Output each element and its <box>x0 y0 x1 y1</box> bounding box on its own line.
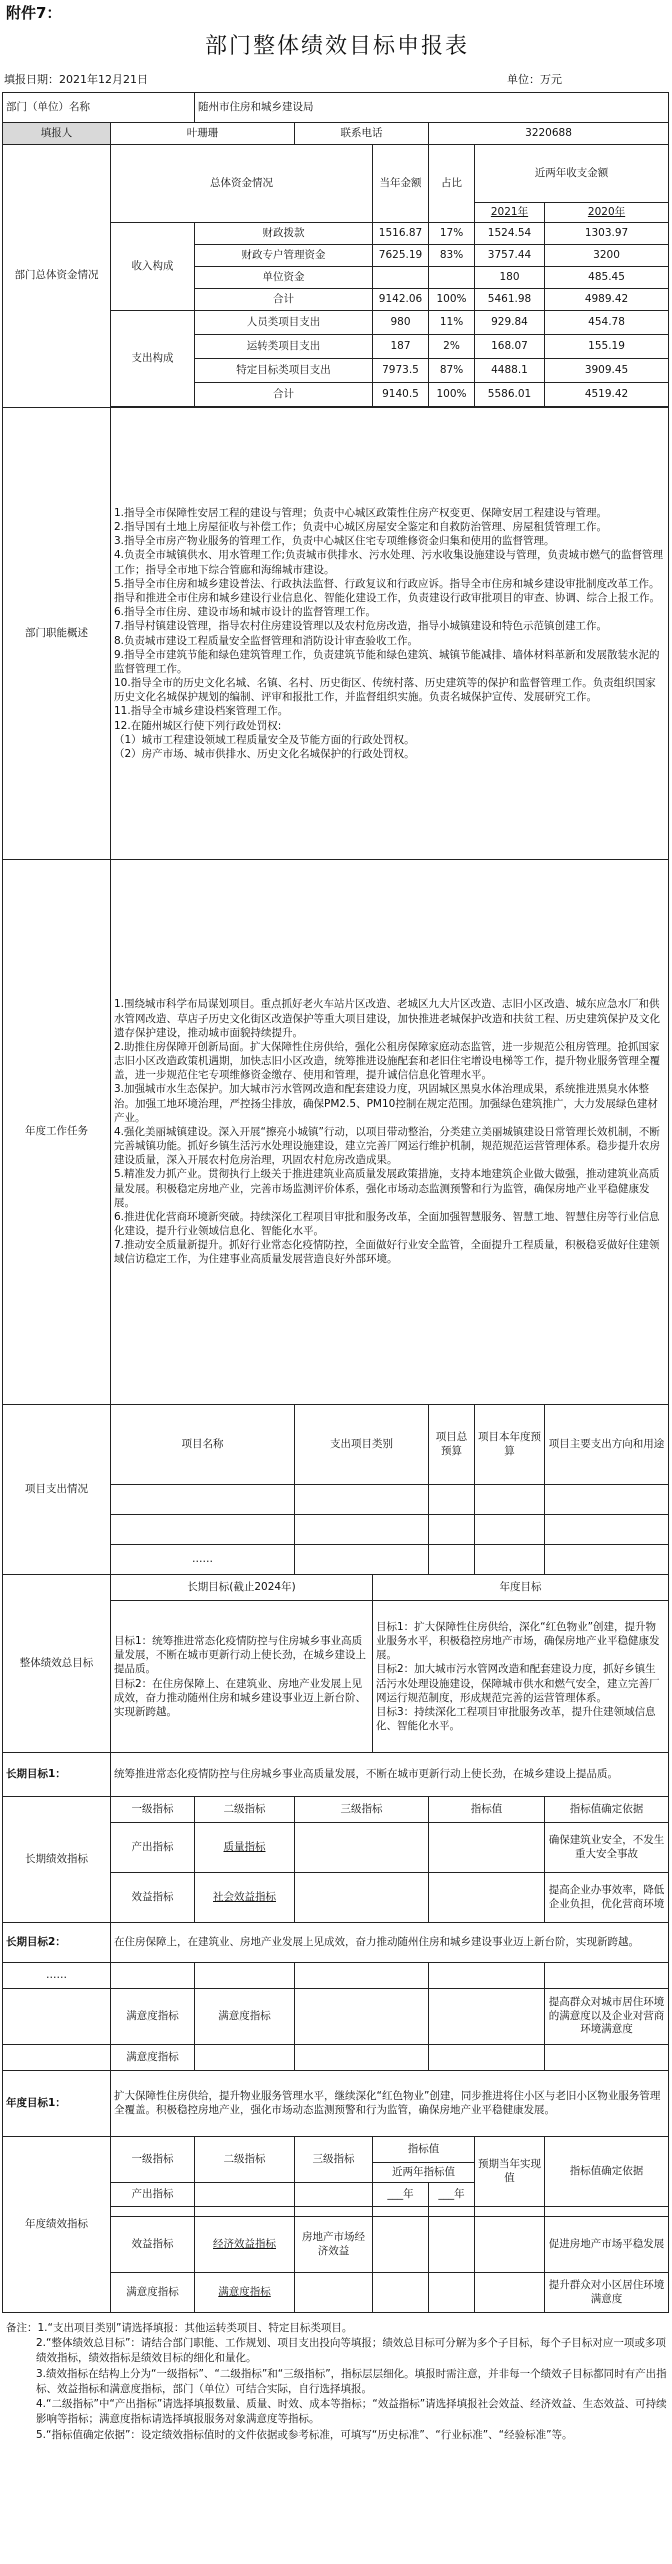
expense-2020: 3909.45 <box>545 359 669 383</box>
income-2021: 180 <box>475 267 545 289</box>
long-h-basis: 指标值确定依据 <box>545 1797 669 1823</box>
duty-item: （2）房产市场、城市供排水、历史文化名城保护的行政处罚权。 <box>114 747 415 760</box>
annual-h-y1: ___年 <box>373 2183 429 2207</box>
expense-current: 9140.5 <box>373 383 429 407</box>
duty-item: 2.指导国有土地上房屋征收与补偿工作；负责中心城区房屋安全鉴定和自救防治管理、房屋租赁管理工作。 <box>114 521 608 534</box>
expense-2020: 155.19 <box>545 335 669 359</box>
expense-ratio: 2% <box>429 335 475 359</box>
expense-2021: 168.07 <box>475 335 545 359</box>
main-form-table <box>2 92 669 2313</box>
project-name-header: 项目名称 <box>111 1405 295 1485</box>
annual-h-forecast: 预期当年实现值 <box>475 2137 545 2207</box>
goals-long-header: 长期目标(截止2024年) <box>111 1575 373 1601</box>
expense-current: 7973.5 <box>373 359 429 383</box>
income-current: 9142.06 <box>373 289 429 311</box>
funds-2020-header: 2020年 <box>545 203 669 223</box>
annual-h-l2: 二级指标 <box>195 2137 295 2183</box>
annual-row-l3: 房地产市场经济效益 <box>295 2217 373 2273</box>
duties-label: 部门职能概述 <box>3 408 111 860</box>
annual-row-basis: 提升群众对小区居住环境满意度 <box>545 2273 669 2313</box>
sat-row-l1: 满意度指标 <box>111 2045 195 2071</box>
income-label: 收入构成 <box>111 223 195 311</box>
income-2020: 485.45 <box>545 267 669 289</box>
expense-2021: 929.84 <box>475 311 545 335</box>
annual-h-y2: ___年 <box>429 2183 475 2207</box>
long-row-l1: 效益指标 <box>111 1873 195 1923</box>
project-category-header: 支出项目类别 <box>295 1405 429 1485</box>
annual-goal1-title: 年度目标1： <box>3 2071 111 2137</box>
sat-ellipsis: …… <box>3 1963 111 1989</box>
task-item: 3.加强城市水生态保护。加大城市污水管网改造和配套建设力度，巩固城区黑臭水体治理成果，系统推进黑臭水体整治。加强工地环境治理，严控扬尘排放，确保PM2.5、PM10控制在规定范围。加强绿色建筑推广，大力发展绿色建材产业。 <box>114 1083 658 1124</box>
project-total-header: 项目总预算 <box>429 1405 475 1485</box>
expense-label: 支出构成 <box>111 311 195 407</box>
project-annual-header: 项目本年度预算 <box>475 1405 545 1485</box>
meta-row <box>2 68 672 92</box>
sat-row-basis: 提高群众对城市居住环境的满意度以及企业对营商环境满意度 <box>545 1989 669 2045</box>
long-h-v: 指标值 <box>429 1797 545 1823</box>
dept-name-label: 部门（单位）名称 <box>3 93 195 123</box>
income-name: 财政拨款 <box>195 223 373 245</box>
funds-current-header: 当年金额 <box>373 145 429 223</box>
note-item: 2.“整体绩效总目标”：请结合部门职能、工作规划、项目支出投向等填报；绩效总目标可分解为多个子目标，每个子目标对应一项或多项绩效指标，绩效指标是绩效目标的细化和量化。 <box>36 2337 666 2365</box>
long-goal2-text: 在住房保障上，在建筑业、房地产业发展上见成效，奋力推动随州住房和城乡建设事业迈上新台阶，实现新跨越。 <box>111 1923 669 1963</box>
income-name: 单位资金 <box>195 267 373 289</box>
note-item: 4.“二级指标”中“产出指标”请选择填报数量、质量、时效、成本等指标；“效益指标”请选择填报社会效益、经济效益、生态效益、可持续影响等指标；满意度指标请选择填报服务对象满意度等指标。 <box>36 2398 667 2426</box>
long-h-l3: 三级指标 <box>295 1797 429 1823</box>
duties-text <box>111 408 669 860</box>
income-ratio: 83% <box>429 245 475 267</box>
income-2021: 5461.98 <box>475 289 545 311</box>
expense-ratio: 100% <box>429 383 475 407</box>
duty-item: （1）城市工程建设领域工程质量安全及节能方面的行政处罚权。 <box>114 733 415 746</box>
income-current: 7625.19 <box>373 245 429 267</box>
expense-name: 运转类项目支出 <box>195 335 373 359</box>
income-2020: 3200 <box>545 245 669 267</box>
long-indicators-label: 长期绩效指标 <box>3 1797 111 1923</box>
long-row-l2: 质量指标 <box>195 1823 295 1873</box>
annual-goal1-text: 扩大保障性住房供给，提升物业服务管理水平，继续深化“红色物业”创建，同步推进将住小区与老旧小区物业服务管理全覆盖。积极稳控房地产业，强化市场动态监测预警和行为监管，确保房地产业平稳健康发展。 <box>111 2071 669 2137</box>
goals-annual-text: 目标1：扩大保障性住房供给，深化“红色物业”创建，提升物业服务水平，积极稳控房地产市场，确保房地产业平稳健康发展。 目标2：加大城市污水管网改造和配套建设力度，抓好乡镇生活污水处理设施建设，保障城市供水和燃气安全，建立完善厂网运行规范制度，形成规范完善的运营管理体系。 目标3：持续深化工程项目审批服务改革，提升住建领域信息化、智能化水平。 <box>373 1601 669 1753</box>
expense-current: 187 <box>373 335 429 359</box>
task-item: 6.推进优化营商环境新突破。持续深化工程项目审批和服务改革，全面加强智慧服务、智慧工地、智慧住房等行业信息化建设，提升行业领域信息化、智能化水平。 <box>114 1210 660 1238</box>
duty-item: 3.指导全市房产物业服务的管理工作，负责中心城区住宅专项维修资金归集和使用的监督管理。 <box>114 535 555 548</box>
long-row-l1: 产出指标 <box>111 1823 195 1873</box>
income-2020: 4989.42 <box>545 289 669 311</box>
tasks-label: 年度工作任务 <box>3 860 111 1405</box>
long-row-l2: 社会效益指标 <box>195 1873 295 1923</box>
duty-item: 12.在随州城区行使下列行政处罚权: <box>114 719 282 732</box>
long-row-basis: 提高企业办事效率，降低企业负担，优化营商环境 <box>545 1873 669 1923</box>
annual-indicators-label: 年度绩效指标 <box>3 2137 111 2313</box>
page-title: 部门整体绩效目标申报表 <box>204 34 469 59</box>
duty-item: 8.负责城市建设工程质量安全监督管理和消防设计审查验收工作。 <box>114 634 419 647</box>
annual-row-basis: 促进房地产市场平稳发展 <box>545 2217 669 2273</box>
expense-name: 合计 <box>195 383 373 407</box>
note-item: 备注：1.“支出项目类别”请选择填报：其他运转类项目、特定目标类项目。 <box>6 2322 353 2334</box>
income-ratio: 17% <box>429 223 475 245</box>
expense-2020: 4519.42 <box>545 383 669 407</box>
expense-ratio: 11% <box>429 311 475 335</box>
income-2021: 3757.44 <box>475 245 545 267</box>
income-current <box>373 267 429 289</box>
funds-recent-header: 近两年收支金额 <box>475 145 669 203</box>
annual-h-l1: 一级指标 <box>111 2137 195 2183</box>
duty-item: 6.指导全市住房、建设市场和城市设计的监督管理工作。 <box>114 606 377 619</box>
attachment-label: 附件7： <box>6 4 62 22</box>
expense-current: 980 <box>373 311 429 335</box>
task-item: 2.助推住房保障开创新局面。扩大保障性住房供给，强化公租房保障家庭动态监管，进一步规范公租房管理。抢抓国家志旧小区改造政策机遇期，加快志旧小区改造，统筹推进设施配套和老旧住宅增设电梯等工作，提升物业服务管理全覆盖，进一步规范住宅专项维修资金缴存、使用和管理，提升诚信信息化管理水平。 <box>114 1040 660 1082</box>
expense-ratio: 87% <box>429 359 475 383</box>
income-ratio <box>429 267 475 289</box>
expense-2021: 5586.01 <box>475 383 545 407</box>
income-name: 合计 <box>195 289 373 311</box>
annual-row-l1: 满意度指标 <box>111 2273 195 2313</box>
goals-label: 整体绩效总目标 <box>3 1575 111 1753</box>
income-name: 财政专户管理资金 <box>195 245 373 267</box>
long-goal2-title: 长期目标2： <box>3 1923 111 1963</box>
long-h-l1: 一级指标 <box>111 1797 195 1823</box>
funds-2021-header: 2021年 <box>475 203 545 223</box>
funds-ratio-header: 占比 <box>429 145 475 223</box>
duty-item: 11.指导全市城乡建设档案管理工作。 <box>114 705 289 718</box>
annual-row-l2: 满意度指标 <box>195 2273 295 2313</box>
expense-name: 特定目标类项目支出 <box>195 359 373 383</box>
income-current: 1516.87 <box>373 223 429 245</box>
phone-label: 联系电话 <box>295 123 429 145</box>
filler-label: 填报人 <box>3 123 111 145</box>
income-2021: 1524.54 <box>475 223 545 245</box>
annual-h-recent: 近两年指标值 <box>373 2163 475 2183</box>
projects-label: 项目支出情况 <box>3 1405 111 1575</box>
task-item: 5.精准发力抓产业。贯彻执行上级关于推进建筑业高质量发展政策措施，支持本地建筑企业做大做强，推动建筑业高质量发展。积极稳定房地产业，完善市场监测评价体系，强化市场动态监测预警和行为监管，确保房地产业平稳健康发展。 <box>114 1168 660 1209</box>
annual-h-v: 指标值 <box>373 2137 475 2163</box>
filler-value: 叶珊珊 <box>111 123 295 145</box>
unit-label: 单位：万元 <box>507 73 562 86</box>
annual-row-l1: 产出指标 <box>111 2183 195 2207</box>
expense-2021: 4488.1 <box>475 359 545 383</box>
long-row-basis: 确保建筑业安全，不发生重大安全事故 <box>545 1823 669 1873</box>
note-item: 3.绩效指标在结构上分为“一级指标”、“二级指标”和“三级指标”，指标层层细化。填报时需注意，并非每一个绩效子目标都同时有产出指标、效益指标和满意度指标，部门（单位）可结合实际，自行选择填报。 <box>36 2367 667 2395</box>
duty-item: 10.指导全市的历史文化名城、名镇、名村、历史街区、传统村落、历史建筑等的保护和监督管理工作。负责组织国家历史文化名城保护规划的编制、评审和报批工作，并监督组织实施。负责名城保护宣传、发展研究工作。 <box>114 677 656 704</box>
annual-row-l1: 效益指标 <box>111 2217 195 2273</box>
duty-item: 9.指导全市建筑节能和绿色建筑管理工作，负责建筑节能和绿色建筑、城镇节能减排、墙体材料革新和发展散装水泥的监督管理工作。 <box>114 648 660 675</box>
duty-item: 1.指导全市保障性安居工程的建设与管理；负责中心城区政策性住房产权变更、保障安居工程建设与管理。 <box>114 506 608 519</box>
goals-long-text: 目标1：统筹推进常态化疫情防控与住房城乡事业高质量发展，不断在城市更新行动上使长劲，在城乡建设上提品质。 目标2：在住房保障上、在建筑业、房地产业发展上见成效，奋力推动随州住房和城乡建设事业迈上新台阶、实现新跨越。 <box>111 1601 373 1753</box>
tasks-text <box>111 860 669 1405</box>
duty-item: 7.指导村镇建设管理，指导农村住房建设管理以及农村危房改造，指导小城镇建设和特色示范镇创建工作。 <box>114 620 608 633</box>
annual-h-l3: 三级指标 <box>295 2137 373 2183</box>
duty-item: 5.指导全市住房和城乡建设普法、行政执法监督、行政复议和行政应诉。指导全市住房和城乡建设审批制度改革工作。指导和推进全市住房和城乡建设行业信息化、智能化建设工作，负责建设行政审批项目的审查、协调、综合上报工作。 <box>114 577 660 604</box>
notes <box>2 2313 672 2443</box>
income-ratio: 100% <box>429 289 475 311</box>
long-goal1-title: 长期目标1： <box>3 1753 111 1797</box>
expense-2020: 454.78 <box>545 311 669 335</box>
annual-h-basis: 指标值确定依据 <box>545 2137 669 2207</box>
sat-row-l2: 满意度指标 <box>195 1989 295 2045</box>
annual-row-l2: 经济效益指标 <box>195 2217 295 2273</box>
funds-section-label: 部门总体资金情况 <box>3 145 111 408</box>
long-goal1-text: 统筹推进常态化疫情防控与住房城乡事业高质量发展，不断在城市更新行动上使长劲，在城乡建设上提品质。 <box>111 1753 669 1797</box>
funds-overall-header: 总体资金情况 <box>111 145 373 223</box>
goals-annual-header: 年度目标 <box>373 1575 669 1601</box>
project-direction-header: 项目主要支出方向和用途 <box>545 1405 669 1485</box>
task-item: 4.强化美丽城镇建设。深入开展“擦亮小城镇”行动，以项目带动整治，分类建立美丽城镇建设日常管理长效机制，不断完善城镇功能。抓好乡镇生活污水处理设施建设，建立完善厂网运行维护机制，规范规范运营管理体系。稳步提升农房建设质量，深入开展农村危房治理，巩固农村危房改造成果。 <box>114 1125 660 1167</box>
task-item: 1.围绕城市科学布局谋划项目。重点抓好老火车站片区改造、老城区九大片区改造、志旧小区改造、城东应急水厂和供水管网改造、草店子历史文化街区改造保护等重大项目建设，加快推进老城保护改造和扶贫工程、历史建筑保护及文化遗存保护建设，推动城市面貌持续提升。 <box>114 998 660 1039</box>
dept-name-value: 随州市住房和城乡建设局 <box>195 93 669 123</box>
expense-name: 人员类项目支出 <box>195 311 373 335</box>
note-item: 5.“指标值确定依据”：设定绩效指标值时的文件依据或参考标准，可填写“历史标准”、“行业标准”、“经验标准”等。 <box>36 2428 573 2441</box>
long-h-l2: 二级指标 <box>195 1797 295 1823</box>
phone-value: 3220688 <box>429 123 669 145</box>
project-ellipsis: …… <box>111 1545 295 1575</box>
task-item: 7.推动安全质量新提升。抓好行业常态化疫情防控，全面做好行业安全监管，全面提升工程质量，积极稳妥做好住建领域信访稳定工作，为住建事业高质量发展营造良好外部环境。 <box>114 1239 660 1266</box>
income-2020: 1303.97 <box>545 223 669 245</box>
sat-row-l1: 满意度指标 <box>111 1989 195 2045</box>
duty-item: 4.负责全市城镇供水、用水管理工作;负责城市供排水、污水处理、污水收集设施建设与管理，负责城市燃气的监督管理工作；指导全市地下综合管廊和海绵城市建设。 <box>114 549 664 576</box>
fill-date: 填报日期：2021年12月21日 <box>4 73 148 86</box>
